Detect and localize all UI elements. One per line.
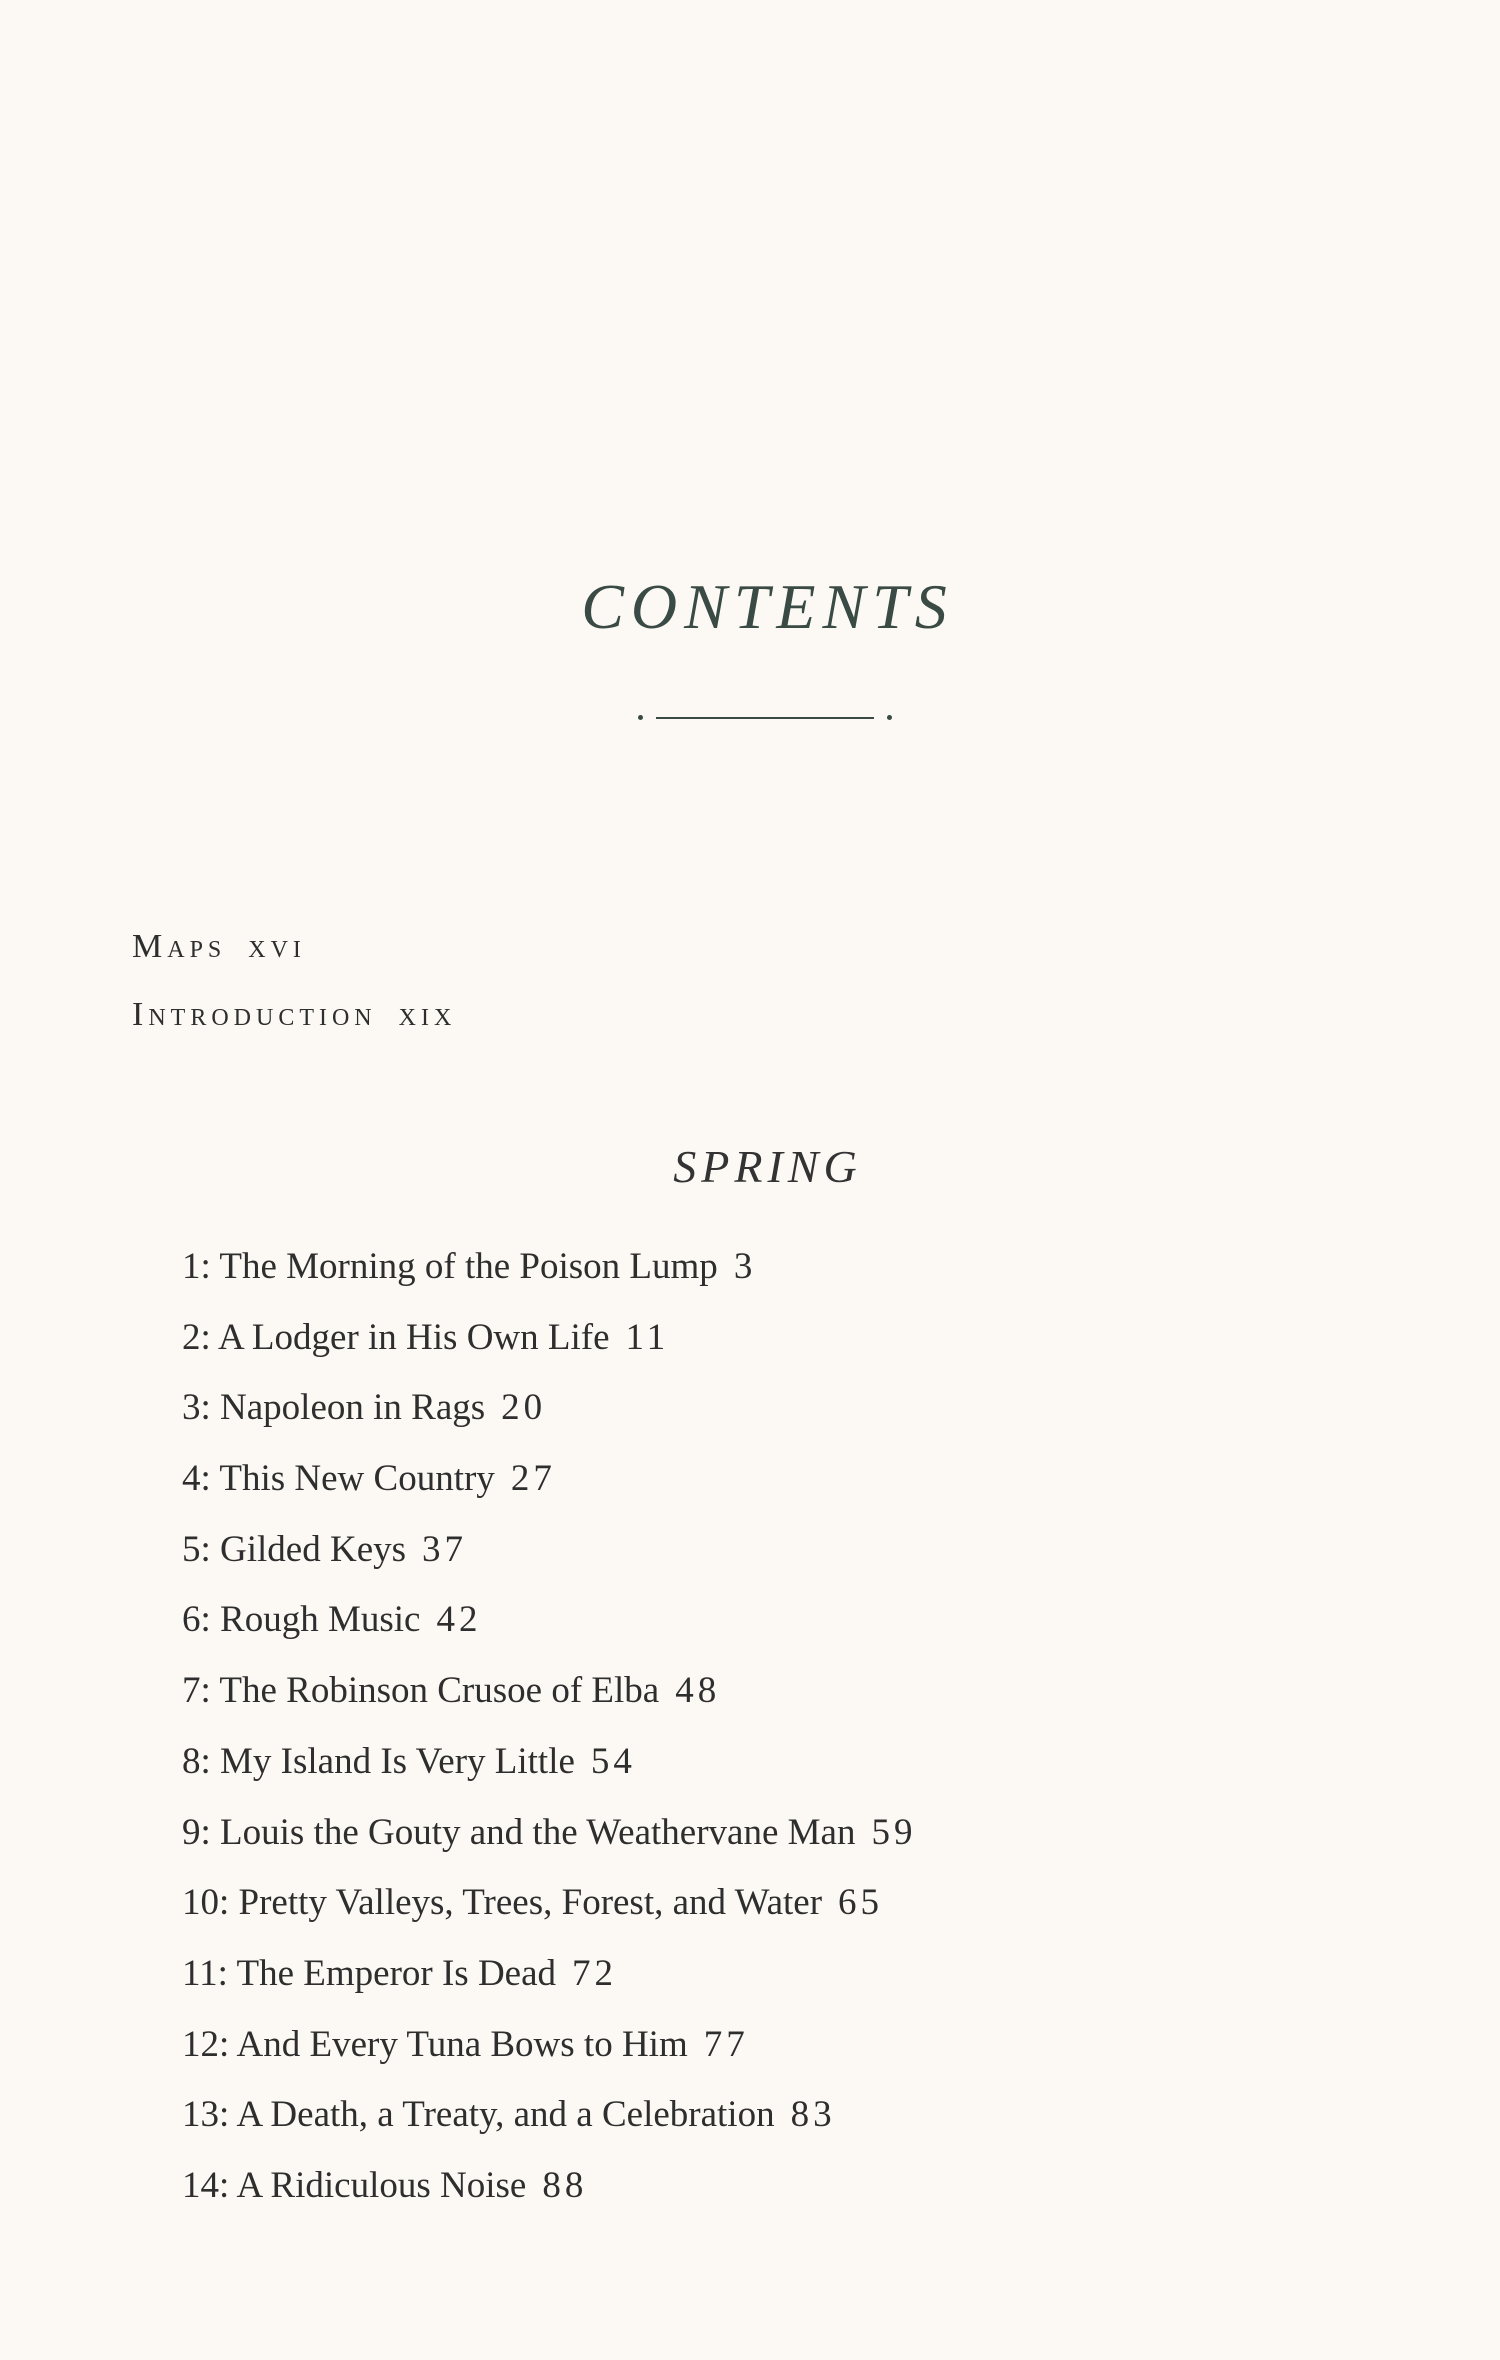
section-heading: SPRING xyxy=(673,1141,862,1192)
chapter-entry xyxy=(182,1740,916,1811)
chapter-title: Gilded Keys xyxy=(220,1528,407,1570)
chapter-number: 7: xyxy=(182,1670,211,1712)
chapter-page: 48 xyxy=(675,1670,721,1712)
chapter-page: 65 xyxy=(838,1882,884,1924)
chapter-page: 72 xyxy=(572,1952,618,1994)
ornament-dot-left xyxy=(638,715,643,720)
chapter-page: 59 xyxy=(871,1811,917,1853)
chapter-title: A Death, a Treaty, and a Celebration xyxy=(236,2094,775,2136)
chapter-entry xyxy=(182,1881,916,1952)
chapter-title: This New Country xyxy=(219,1458,495,1500)
ornament-dot-right xyxy=(887,715,892,720)
chapter-title: My Island Is Very Little xyxy=(220,1740,575,1782)
chapter-number: 4: xyxy=(182,1458,211,1500)
chapter-number: 8: xyxy=(182,1740,211,1782)
chapter-title: The Robinson Crusoe of Elba xyxy=(219,1670,660,1712)
chapter-number: 9: xyxy=(182,1811,211,1853)
chapter-page: 54 xyxy=(590,1740,636,1782)
chapter-number: 2: xyxy=(182,1316,211,1358)
chapter-title: And Every Tuna Bows to Him xyxy=(236,2023,688,2065)
chapter-page: 42 xyxy=(436,1599,482,1641)
chapter-number: 10: xyxy=(182,1882,230,1924)
chapter-title: The Morning of the Poison Lump xyxy=(219,1246,718,1287)
chapter-entry xyxy=(182,1669,916,1740)
chapter-page: 77 xyxy=(703,2023,749,2065)
chapter-number: 5: xyxy=(182,1528,211,1570)
chapter-entry xyxy=(182,2023,916,2094)
chapter-entry xyxy=(182,1457,916,1528)
front-matter-page: xix xyxy=(398,996,457,1033)
front-matter-introduction xyxy=(132,996,456,1034)
chapter-page: 37 xyxy=(422,1528,468,1570)
ornament-rule xyxy=(656,717,874,719)
chapter-title: The Emperor Is Dead xyxy=(236,1952,557,1994)
front-matter-label: Introduction xyxy=(132,996,377,1033)
chapter-number: 14: xyxy=(182,2164,230,2206)
chapter-number: 3: xyxy=(182,1387,211,1429)
chapter-title: Rough Music xyxy=(220,1599,421,1641)
page-title: CONTENTS xyxy=(581,571,954,642)
chapter-title: A Lodger in His Own Life xyxy=(218,1316,610,1358)
title-ornament-divider xyxy=(634,710,896,726)
chapter-entry xyxy=(182,2164,916,2235)
chapter-page: 88 xyxy=(542,2164,588,2206)
chapter-page: 83 xyxy=(790,2094,836,2136)
chapter-title: Napoleon in Rags xyxy=(220,1387,486,1429)
chapter-page: 11 xyxy=(625,1316,670,1358)
front-matter-maps xyxy=(132,928,306,966)
chapter-title: Louis the Gouty and the Weathervane Man xyxy=(220,1811,856,1853)
chapter-entry xyxy=(182,1952,916,2023)
chapter-page: 3 xyxy=(733,1246,757,1287)
chapter-entry xyxy=(182,1598,916,1669)
chapter-entry xyxy=(182,1316,916,1387)
chapter-entry xyxy=(182,1528,916,1599)
chapter-title: A Ridiculous Noise xyxy=(236,2164,527,2206)
chapter-number: 1: xyxy=(182,1246,211,1287)
chapter-page: 20 xyxy=(501,1387,547,1429)
chapter-number: 11: xyxy=(182,1952,228,1994)
chapter-entry xyxy=(182,1386,916,1457)
chapter-number: 12: xyxy=(182,2023,230,2065)
chapter-list xyxy=(182,1245,916,2235)
chapter-entry xyxy=(182,1245,916,1316)
chapter-entry xyxy=(182,2093,916,2164)
front-matter-page: xvi xyxy=(248,928,306,965)
chapter-page: 27 xyxy=(510,1458,556,1500)
chapter-number: 13: xyxy=(182,2094,230,2136)
chapter-entry xyxy=(182,1811,916,1882)
chapter-number: 6: xyxy=(182,1599,211,1641)
chapter-title: Pretty Valleys, Trees, Forest, and Water xyxy=(238,1882,823,1924)
front-matter-label: Maps xyxy=(132,928,227,965)
